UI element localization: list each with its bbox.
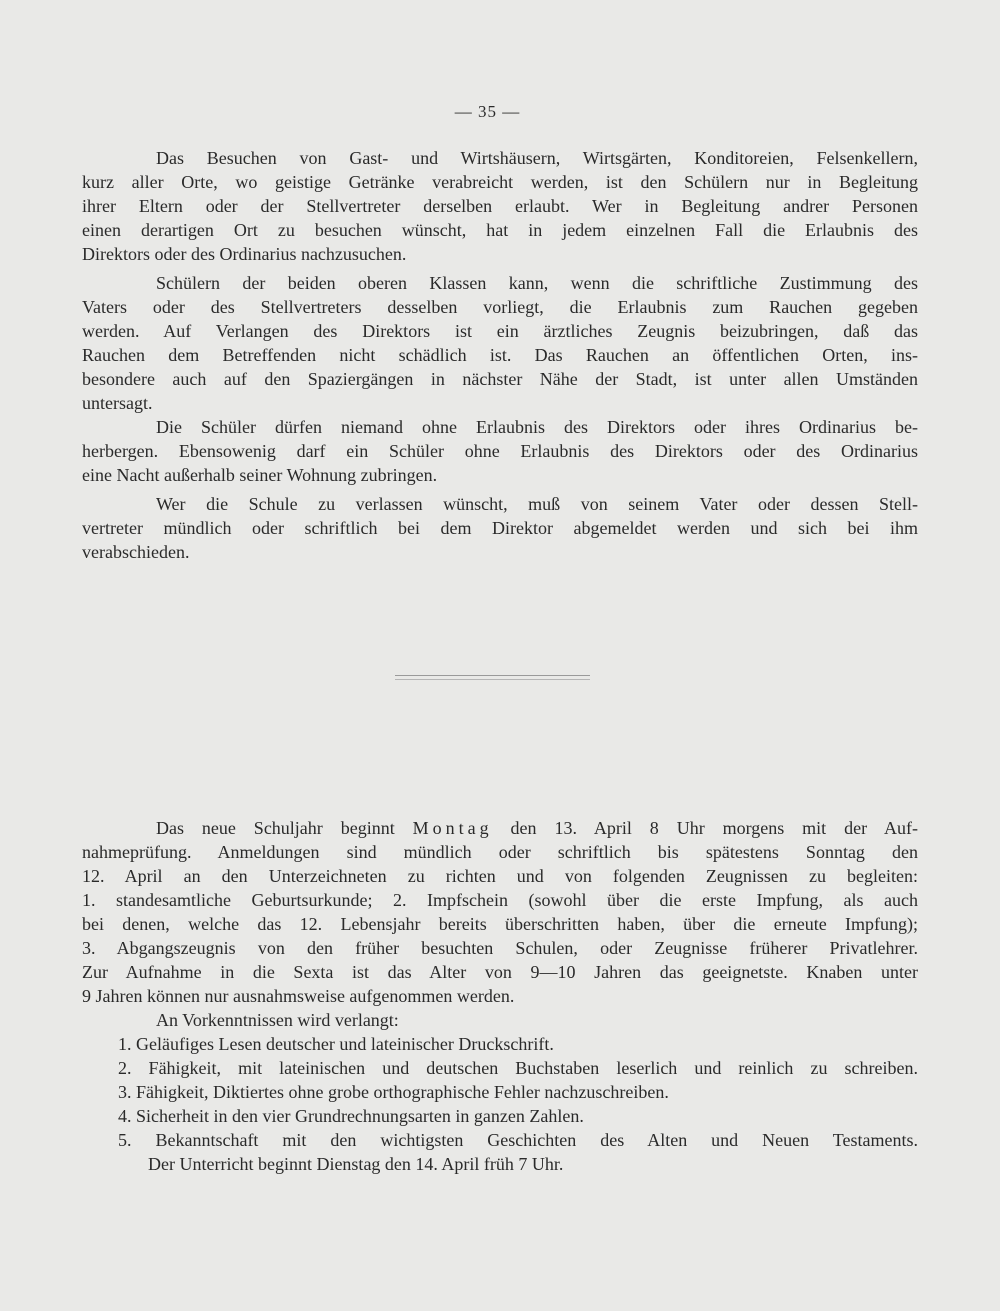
section-divider [395, 675, 590, 680]
text-line: 3. Abgangszeugnis von den früher besuchten Schulen, oder Zeugnisse früherer Privatlehrer. [82, 938, 918, 958]
page-number: — 35 — [454, 102, 521, 121]
requirements-intro: An Vorkenntnissen wird verlangt: [156, 1010, 399, 1030]
list-item: 4. Sicherheit in den vier Grundrechnungsarten in ganzen Zahlen. [118, 1106, 584, 1126]
text-line: vertreter mündlich oder schriftlich bei dem Direktor abgemeldet werden und sich bei ihm [82, 518, 918, 538]
text-line: ihrer Eltern oder der Stellvertreter derselben erlaubt. Wer in Begleitung andrer Personen [82, 196, 918, 216]
requirements-list [82, 1032, 918, 1152]
paragraph-leaving-school [82, 492, 918, 564]
text-line: Die Schüler dürfen niemand ohne Erlaubnis des Direktors oder ihres Ordinarius be- [156, 417, 918, 437]
text-line: Schülern der beiden oberen Klassen kann, wenn die schriftliche Zustimmung des [156, 273, 918, 293]
text-line: 1. standesamtliche Geburtsurkunde; 2. Impfschein (sowohl über die erste Impfung, als auch [82, 890, 918, 910]
text-fragment: Das neue Schuljahr beginnt [156, 818, 413, 838]
text-line: Vaters oder des Stellvertreters desselben vorliegt, die Erlaubnis zum Rauchen gegeben [82, 297, 918, 317]
text-fragment: den 13. April 8 Uhr morgens mit der Auf- [492, 818, 918, 838]
list-item: 3. Fähigkeit, Diktiertes ohne grobe orthographische Fehler nachzuschreiben. [118, 1082, 669, 1102]
text-line: Das Besuchen von Gast- und Wirtshäusern, Wirtsgärten, Konditoreien, Felsenkellern, [156, 148, 918, 168]
paragraph-smoking [82, 271, 918, 415]
text-line: untersagt. [82, 393, 153, 413]
text-line: Direktors oder des Ordinarius nachzusuchen. [82, 244, 407, 264]
text-line: kurz aller Orte, wo geistige Getränke verabreicht werden, ist den Schülern nur in Begleitung [82, 172, 918, 192]
list-item: 5. Bekanntschaft mit den wichtigsten Geschichten des Alten und Neuen Testaments. [118, 1130, 918, 1150]
paragraph-taverns [82, 146, 918, 266]
text-line: 9 Jahren können nur ausnahmsweise aufgenommen werden. [82, 986, 515, 1006]
text-line: Wer die Schule zu verlassen wünscht, muß von seinem Vater oder dessen Stell- [156, 494, 918, 514]
section-school-year [82, 816, 918, 1176]
text-line: nahmeprüfung. Anmeldungen sind mündlich oder schriftlich bis spätestens Sonntag den [82, 842, 918, 862]
text-line: Zur Aufnahme in die Sexta ist das Alter von 9—10 Jahren das geeignetste. Knaben unter [82, 962, 918, 982]
text-line [82, 816, 918, 840]
text-line: herbergen. Ebensowenig darf ein Schüler ohne Erlaubnis des Direktors oder des Ordinarius [82, 441, 918, 461]
list-item: 2. Fähigkeit, mit lateinischen und deutschen Buchstaben leserlich und reinlich zu schreiben. [118, 1058, 918, 1078]
text-line: bei denen, welche das 12. Lebensjahr bereits überschritten haben, über die erneute Impfung); [82, 914, 918, 934]
text-line: Rauchen dem Betreffenden nicht schädlich ist. Das Rauchen an öffentlichen Orten, ins- [82, 345, 918, 365]
list-item: 1. Geläufiges Lesen deutscher und lateinischer Druckschrift. [118, 1034, 554, 1054]
text-line: einen derartigen Ort zu besuchen wünscht, hat in jedem einzelnen Fall die Erlaubnis des [82, 220, 918, 240]
closing-line: Der Unterricht beginnt Dienstag den 14. April früh 7 Uhr. [148, 1154, 564, 1174]
text-line: verabschieden. [82, 542, 190, 562]
text-line: 12. April an den Unterzeichneten zu richten und von folgenden Zeugnissen zu begleiten: [82, 866, 918, 886]
emphasized-weekday: Montag [412, 818, 493, 838]
section-conduct-rules [82, 146, 918, 564]
text-line: eine Nacht außerhalb seiner Wohnung zubringen. [82, 465, 438, 485]
text-line: besondere auch auf den Spaziergängen in nächster Nähe der Stadt, ist unter allen Umständen [82, 369, 918, 389]
paragraph-lodging [82, 415, 918, 487]
text-line: werden. Auf Verlangen des Direktors ist ein ärztliches Zeugnis beizubringen, daß das [82, 321, 918, 341]
